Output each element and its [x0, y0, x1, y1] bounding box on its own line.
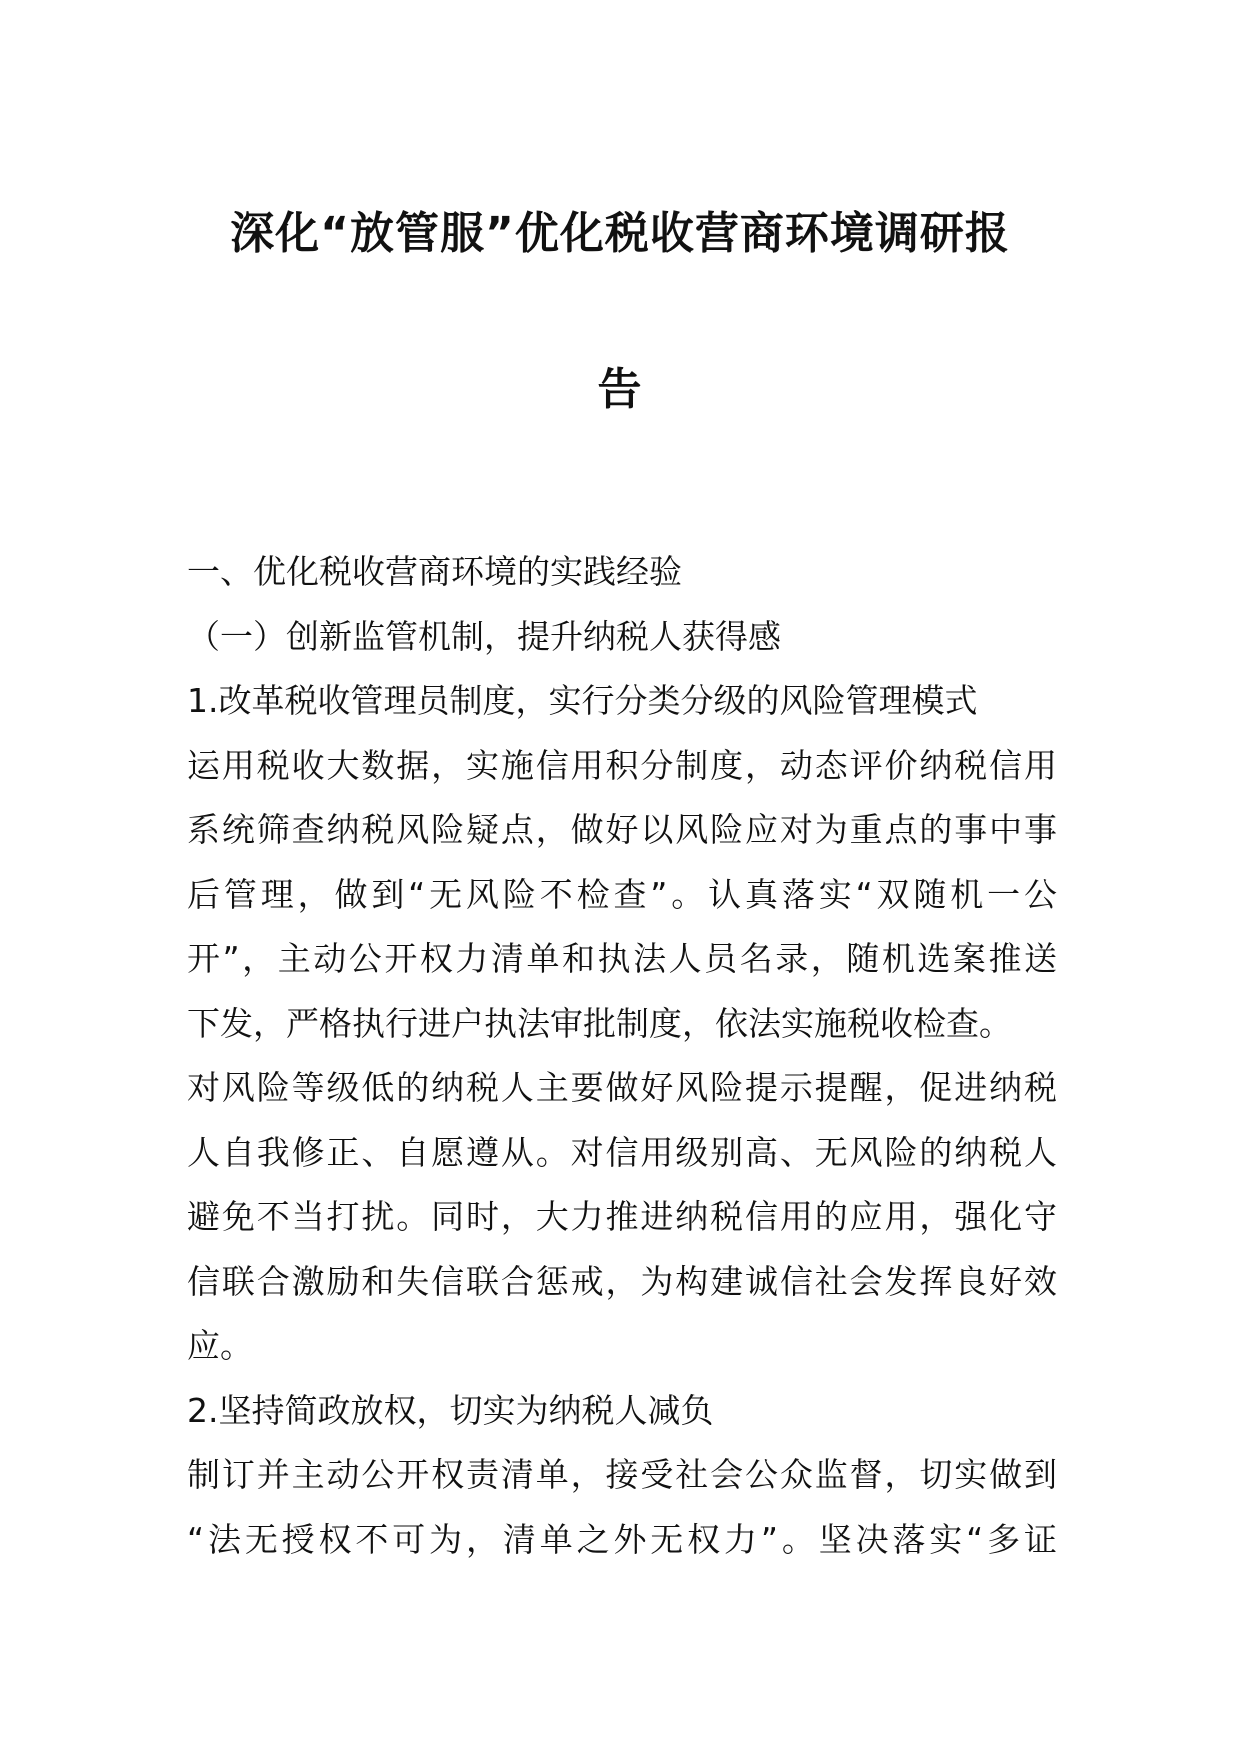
subsection-heading: （一）创新监管机制，提升纳税人获得感 [187, 616, 781, 656]
paragraph-line: 系统筛查纳税风险疑点，做好以风险应对为重点的事中事 [187, 810, 1057, 849]
paragraph-line: 制订并主动公开权责清单，接受社会公众监督，切实做到 [187, 1455, 1057, 1494]
paragraph-line: 运用税收大数据，实施信用积分制度，动态评价纳税信用 [187, 745, 1057, 785]
paragraph-line: 避免不当打扰。同时，大力推进纳税信用的应用，强化守 [187, 1197, 1057, 1236]
document-title-line-2: 告 [597, 364, 643, 415]
paragraph-line: “法无授权不可为，清单之外无权力”。坚决落实“多证 [187, 1519, 1057, 1559]
item-heading: 1.改革税收管理员制度，实行分类分级的风险管理模式 [187, 681, 978, 720]
paragraph-line: 对风险等级低的纳税人主要做好风险提示提醒，促进纳税 [187, 1068, 1057, 1107]
section-heading: 一、优化税收营商环境的实践经验 [187, 552, 682, 591]
paragraph-line: 人自我修正、自愿遵从。对信用级别高、无风险的纳税人 [187, 1132, 1057, 1172]
paragraph-line: 应。 [187, 1326, 253, 1365]
document-title-line-1: 深化“放管服”优化税收营商环境调研报 [230, 208, 1010, 259]
paragraph-line: 下发，严格执行进户执法审批制度，依法实施税收检查。 [187, 1003, 1012, 1043]
paragraph-line: 信联合激励和失信联合惩戒，为构建诚信社会发挥良好效 [187, 1261, 1057, 1301]
paragraph-line: 后管理，做到“无风险不检查”。认真落实“双随机一公 [187, 874, 1057, 914]
item-heading: 2.坚持简政放权，切实为纳税人减负 [187, 1390, 714, 1430]
document-body [187, 540, 1057, 1572]
paragraph-line: 开”，主动公开权力清单和执法人员名录，随机选案推送 [187, 939, 1057, 978]
